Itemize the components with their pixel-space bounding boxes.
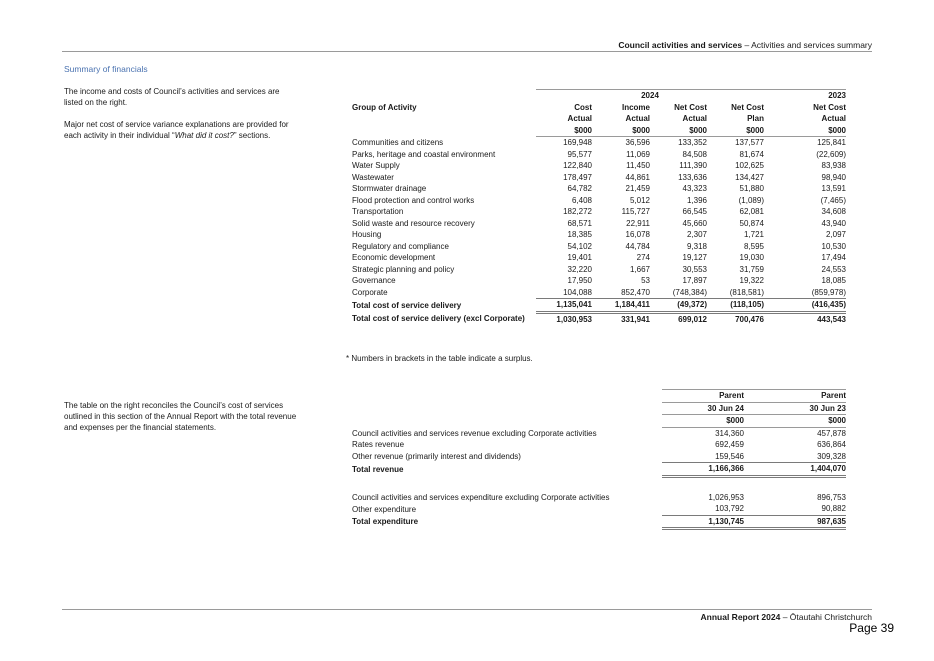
- intro-p2-text-a: Major net cost of service variance explanations are provided for each activity in their individual “: [64, 120, 289, 140]
- cell-value: (416,435): [764, 299, 846, 313]
- row-label: Economic development: [352, 253, 436, 263]
- column-header-row-1: [352, 102, 846, 114]
- cell-value: (859,978): [811, 287, 846, 297]
- column-header: Parent: [662, 390, 744, 403]
- column-subheader: Actual: [625, 114, 650, 124]
- cell-value: 104,088: [563, 287, 592, 297]
- page-footer: [701, 612, 872, 622]
- footer-report-title: Annual Report 2024: [700, 612, 781, 622]
- table-row: [352, 137, 846, 149]
- column-unit: $000: [592, 125, 650, 137]
- column-header: Cost: [574, 102, 592, 112]
- cell-value: 102,625: [735, 161, 764, 171]
- cell-value: 137,577: [735, 138, 764, 148]
- cell-value: 21,459: [625, 184, 650, 194]
- table-row: [352, 160, 846, 172]
- table-row: [352, 287, 846, 299]
- cell-value: 111,390: [679, 161, 707, 171]
- cell-value: 122,840: [563, 161, 592, 171]
- cell-value: 1,030,953: [556, 314, 592, 324]
- table-row: [352, 241, 846, 253]
- revenue-row: [352, 451, 846, 463]
- cell-value: 6,408: [571, 195, 592, 205]
- table-row: [352, 264, 846, 276]
- cell-value: 84,508: [682, 149, 707, 159]
- cell-value: 30,553: [682, 264, 707, 274]
- cell-value: 314,360: [715, 428, 744, 438]
- cell-value: 8,595: [743, 241, 764, 251]
- column-header: Net Cost: [813, 102, 846, 112]
- cell-value: 1,130,745: [662, 515, 744, 529]
- reconcile-header-row-1: [352, 390, 846, 403]
- cell-value: 18,085: [821, 276, 846, 286]
- cell-value: 987,635: [744, 515, 846, 529]
- column-subheader: Actual: [682, 114, 707, 124]
- cell-value: 1,026,953: [708, 492, 744, 502]
- header-subtitle: – Activities and services summary: [742, 40, 872, 50]
- cell-value: 1,184,411: [592, 299, 650, 313]
- cell-value: 22,911: [626, 218, 650, 228]
- cell-value: 133,352: [678, 138, 707, 148]
- cell-value: 457,878: [817, 428, 846, 438]
- cell-value: 115,727: [621, 207, 650, 217]
- cell-value: 62,081: [739, 207, 764, 217]
- revenue-row: [352, 427, 846, 439]
- cell-value: 9,318: [686, 241, 707, 251]
- footer-location: – Ōtautahi Christchurch: [780, 612, 872, 622]
- cell-value: 19,322: [739, 276, 764, 286]
- total-revenue-row: [352, 463, 846, 477]
- revenue-row: [352, 439, 846, 451]
- cell-value: 1,667: [629, 264, 650, 274]
- cell-value: 169,948: [563, 138, 592, 148]
- year-header-row: [352, 90, 846, 102]
- cell-value: 43,940: [821, 218, 846, 228]
- cell-value: 83,938: [821, 161, 846, 171]
- cell-value: 31,759: [739, 264, 764, 274]
- cell-value: 274: [636, 253, 650, 263]
- cell-value: (818,581): [729, 287, 764, 297]
- column-subheader: 30 Jun 23: [744, 402, 846, 415]
- cell-value: 1,404,070: [744, 463, 846, 477]
- table-row: [352, 195, 846, 207]
- row-label: Wastewater: [352, 172, 394, 182]
- cell-value: 95,577: [567, 149, 592, 159]
- row-label: Total cost of service delivery (excl Corporate): [352, 314, 525, 323]
- cell-value: 896,753: [817, 492, 846, 502]
- row-label: Total revenue: [352, 464, 404, 474]
- row-label: Parks, heritage and coastal environment: [352, 149, 496, 159]
- column-unit: $000: [707, 125, 764, 137]
- cell-value: 699,012: [678, 314, 707, 324]
- header-title: Council activities and services: [618, 40, 743, 50]
- cell-value: 11,069: [626, 149, 650, 159]
- cell-value: 17,897: [682, 276, 707, 286]
- expenditure-row: [352, 503, 846, 515]
- column-subheader: Plan: [747, 114, 764, 124]
- summary-financials-table: [352, 89, 846, 325]
- surplus-note: * Numbers in brackets in the table indicate a surplus.: [346, 354, 533, 363]
- cell-value: (7,465): [820, 195, 846, 205]
- cell-value: 66,545: [682, 207, 707, 217]
- cell-value: 182,272: [563, 207, 592, 217]
- intro-paragraph-1: The income and costs of Council’s activities and services are listed on the right.: [64, 87, 280, 107]
- row-label: Corporate: [352, 288, 388, 297]
- table-row: [352, 149, 846, 161]
- cell-value: 81,674: [739, 149, 764, 159]
- cell-value: 98,940: [821, 172, 846, 182]
- cell-value: 2,307: [686, 230, 707, 240]
- cell-value: 53: [641, 276, 650, 286]
- row-label: Governance: [352, 276, 396, 286]
- row-label: Solid waste and resource recovery: [352, 218, 475, 228]
- column-header: Net Cost: [731, 102, 764, 112]
- cell-value: 2,097: [825, 230, 846, 240]
- cell-value: 443,543: [817, 314, 846, 324]
- cell-value: 50,874: [739, 218, 764, 228]
- row-label: Other expenditure: [352, 504, 417, 514]
- table-row: [352, 275, 846, 287]
- cell-value: 11,450: [626, 161, 650, 171]
- table-row: [352, 218, 846, 230]
- cell-value: 134,427: [735, 172, 764, 182]
- cell-value: 44,784: [625, 241, 650, 251]
- row-label: Water Supply: [352, 161, 400, 171]
- intro-p2-text-b: ” sections.: [233, 131, 271, 140]
- column-header: Net Cost: [674, 102, 707, 112]
- row-label: Other revenue (primarily interest and dividends): [352, 452, 521, 461]
- footer-divider: [62, 609, 872, 610]
- total-row: [352, 299, 846, 313]
- row-label: Communities and citizens: [352, 138, 444, 147]
- cell-value: 103,792: [715, 504, 744, 514]
- reconciliation-table: [352, 389, 846, 530]
- cell-value: 159,546: [715, 451, 744, 461]
- row-label: Total expenditure: [352, 517, 419, 527]
- reconcile-paragraph: The table on the right reconciles the Council’s cost of services outlined in this section of the Annual Report with the total revenue and expenses per the financial statements.: [64, 401, 297, 432]
- row-label: Regulatory and compliance: [352, 241, 449, 251]
- intro-paragraph-2: [64, 119, 299, 141]
- cell-value: 13,591: [821, 184, 846, 194]
- row-label: Stormwater drainage: [352, 184, 427, 194]
- column-header-row-2: [352, 113, 846, 125]
- cell-value: 1,135,041: [536, 299, 592, 313]
- cell-value: 1,721: [743, 230, 764, 240]
- row-label: Total cost of service delivery: [352, 300, 462, 310]
- column-header-row-3: [352, 125, 846, 137]
- cell-value: 1,166,366: [662, 463, 744, 477]
- cell-value: 17,950: [567, 276, 592, 286]
- cell-value: 5,012: [629, 195, 650, 205]
- cell-value: 45,660: [682, 218, 707, 228]
- column-subheader: Actual: [567, 114, 592, 124]
- column-unit: $000: [744, 415, 846, 428]
- column-header: Income: [621, 102, 650, 112]
- cell-value: 692,459: [715, 440, 744, 450]
- table-row: [352, 206, 846, 218]
- cell-value: 34,608: [821, 207, 846, 217]
- cell-value: 178,497: [563, 172, 592, 182]
- cell-value: 44,861: [625, 172, 650, 182]
- cell-value: (118,105): [707, 299, 764, 313]
- column-unit: $000: [662, 415, 744, 428]
- spacer-row: [352, 476, 846, 492]
- column-unit: $000: [536, 125, 592, 137]
- cell-value: 36,596: [625, 138, 650, 148]
- column-subheader: Actual: [821, 114, 846, 124]
- total-excl-corporate-row: [352, 312, 846, 325]
- cell-value: 10,530: [821, 241, 846, 251]
- row-label: Council activities and services revenue excluding Corporate activities: [352, 428, 597, 438]
- cell-value: 24,553: [821, 264, 846, 274]
- cell-value: 331,941: [621, 314, 650, 324]
- cell-value: (748,384): [672, 287, 707, 297]
- cell-value: 636,864: [817, 440, 846, 450]
- row-label: Council activities and services expenditure excluding Corporate activities: [352, 492, 610, 502]
- page-number: Page 39: [849, 621, 894, 635]
- cell-value: 17,494: [821, 253, 846, 263]
- row-label: Strategic planning and policy: [352, 264, 455, 274]
- row-label: Flood protection and control works: [352, 195, 475, 205]
- cell-value: (1,089): [738, 195, 764, 205]
- cell-value: 43,323: [682, 184, 707, 194]
- header-divider: [62, 51, 872, 52]
- cell-value: 68,571: [567, 218, 592, 228]
- column-header: Parent: [744, 390, 846, 403]
- year-2024-label: 2024: [536, 90, 764, 102]
- table-row: [352, 252, 846, 264]
- table-row: [352, 183, 846, 195]
- table-row: [352, 229, 846, 241]
- cell-value: 133,636: [678, 172, 707, 182]
- section-title: Summary of financials: [64, 64, 148, 74]
- cell-value: (49,372): [650, 299, 707, 313]
- row-label: Transportation: [352, 207, 404, 217]
- column-unit: $000: [764, 125, 846, 137]
- table-row: [352, 172, 846, 184]
- cell-value: 700,476: [735, 314, 764, 324]
- total-expenditure-row: [352, 515, 846, 529]
- cell-value: 32,220: [567, 264, 592, 274]
- cell-value: 51,880: [739, 184, 764, 194]
- cell-value: 64,782: [567, 184, 592, 194]
- intro-p2-italic: What did it cost?: [174, 131, 234, 140]
- cell-value: 1,396: [686, 195, 707, 205]
- cell-value: 54,102: [567, 241, 592, 251]
- cell-value: 19,127: [682, 253, 707, 263]
- cell-value: 18,385: [567, 230, 592, 240]
- reconcile-header-row-3: [352, 415, 846, 428]
- cell-value: 19,401: [567, 253, 592, 263]
- column-subheader: 30 Jun 24: [662, 402, 744, 415]
- cell-value: 125,841: [817, 138, 846, 148]
- expenditure-row: [352, 492, 846, 504]
- cell-value: 16,078: [625, 230, 650, 240]
- cell-value: 309,328: [817, 451, 846, 461]
- reconcile-header-row-2: [352, 402, 846, 415]
- column-unit: $000: [650, 125, 707, 137]
- page-header: [618, 40, 872, 50]
- row-label: Rates revenue: [352, 440, 405, 450]
- cell-value: 90,882: [821, 504, 846, 514]
- cell-value: 852,470: [621, 287, 650, 297]
- group-of-activity-header: Group of Activity: [352, 102, 417, 112]
- year-2023-label: 2023: [764, 90, 846, 102]
- cell-value: 19,030: [739, 253, 764, 263]
- cell-value: (22,609): [816, 149, 846, 159]
- row-label: Housing: [352, 230, 382, 240]
